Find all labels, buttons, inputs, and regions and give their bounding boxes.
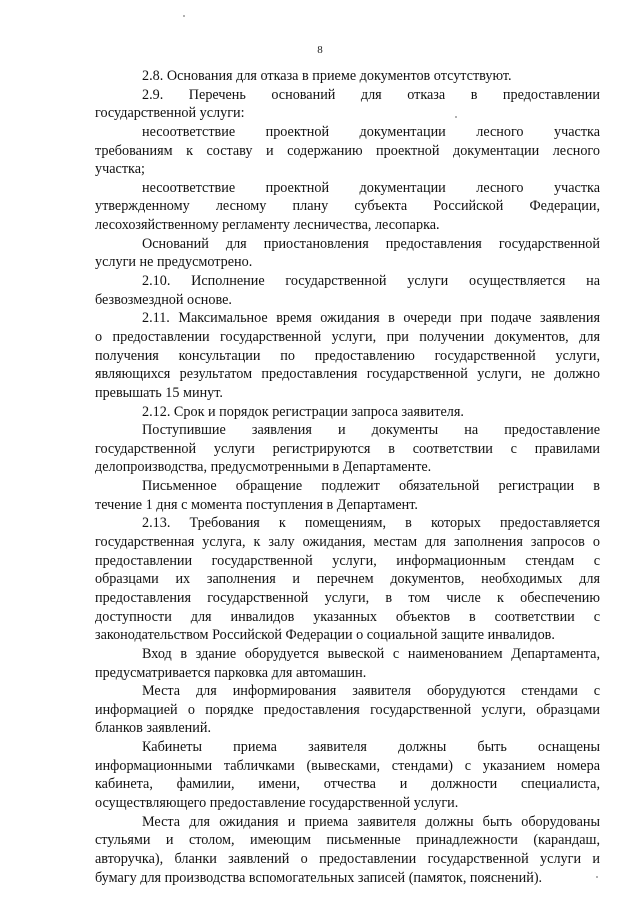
text-line: услуги не предусмотрено. [95, 254, 253, 271]
text-line: предусматривается парковка для автомашин. [95, 664, 367, 681]
text-line: несоответствие проектной документации лесного участка [142, 179, 600, 196]
text-line: 2.10. Исполнение государственной услуги осуществляется на [142, 273, 600, 290]
text-line: бумагу для производства вспомогательных записей (памяток, пояснений). [95, 869, 543, 886]
text-line: информацией о порядке предоставления государственной услуги, образцами [95, 701, 600, 718]
text-line: авторучка), бланки заявлений о предоставлении государственной услуги и [95, 850, 600, 867]
text-line: предоставления государственной услуги, в том числе к обеспечению [95, 589, 600, 606]
text-line: 2.11. Максимальное время ожидания в очереди при подаче заявления [142, 310, 600, 327]
text-line: осуществляющего предоставление государственной услуги. [95, 794, 459, 811]
text-line: государственная услуга, к залу ожидания, местам для заполнения запросов о [95, 534, 600, 551]
scan-speck [455, 116, 457, 118]
text-line: требованиям к составу и содержанию проектной документации лесного [95, 142, 600, 159]
text-line: превышать 15 минут. [95, 384, 223, 401]
text-line: участка; [95, 161, 145, 178]
text-line: доступности для инвалидов указанных объектов в соответствии с [95, 608, 600, 625]
scan-speck [596, 876, 598, 878]
text-line: предоставлении государственной услуги, информационным стендам с [95, 552, 600, 569]
text-line: являющихся результатом предоставления государственной услуги, не должно [95, 366, 600, 383]
text-line: бланков заявлений. [95, 720, 211, 737]
text-line: получения консультации по предоставлению государственной услуги, [95, 347, 600, 364]
page-number: 8 [317, 44, 323, 56]
text-line: Письменное обращение подлежит обязательной регистрации в [142, 478, 600, 495]
text-line: делопроизводства, предусмотренными в Департаменте. [95, 459, 432, 476]
text-line: 2.12. Срок и порядок регистрации запроса заявителя. [142, 403, 464, 420]
text-line: о предоставлении государственной услуги, при получении документов, для [95, 328, 600, 345]
text-line: Места для ожидания и приема заявителя должны быть оборудованы [142, 813, 600, 830]
text-line: течение 1 дня с момента поступления в Департамент. [95, 496, 418, 513]
scan-speck [183, 15, 185, 17]
text-line: законодательством Российской Федерации о социальной защите инвалидов. [95, 627, 555, 644]
text-line: несоответствие проектной документации лесного участка [142, 123, 600, 140]
text-line: 2.13. Требования к помещениям, в которых предоставляется [142, 515, 600, 532]
text-line: утвержденному лесному плану субъекта Российской Федерации, [95, 198, 600, 215]
text-line: Места для информирования заявителя оборудуются стендами с [142, 683, 600, 700]
text-line: Кабинеты приема заявителя должны быть оснащены [142, 739, 600, 756]
text-line: 2.8. Основания для отказа в приеме документов отсутствуют. [142, 68, 512, 84]
text-line: государственной услуги регистрируются в соответствии с правилами [95, 440, 600, 457]
text-line: кабинета, фамилии, имени, отчества и должности специалиста, [95, 776, 600, 793]
text-line: государственной услуги: [95, 105, 245, 122]
text-line: 2.9. Перечень оснований для отказа в предоставлении [142, 86, 600, 103]
text-line: стульями и столом, имеющим письменные принадлежности (карандаш, [95, 832, 600, 849]
document-body [95, 67, 600, 887]
text-line: образцами их заполнения и перечнем документов, необходимых для [95, 571, 600, 588]
text-line: лесохозяйственному регламенту лесничества, лесопарка. [95, 217, 440, 234]
text-line: Вход в здание оборудуется вывеской с наименованием Департамента, [142, 645, 600, 662]
text-line: Оснований для приостановления предоставления государственной [142, 235, 600, 252]
text-line: Поступившие заявления и документы на предоставление [142, 422, 600, 439]
text-line: безвозмездной основе. [95, 291, 232, 308]
text-line: информационными табличками (вывесками, стендами) с указанием номера [95, 757, 600, 774]
